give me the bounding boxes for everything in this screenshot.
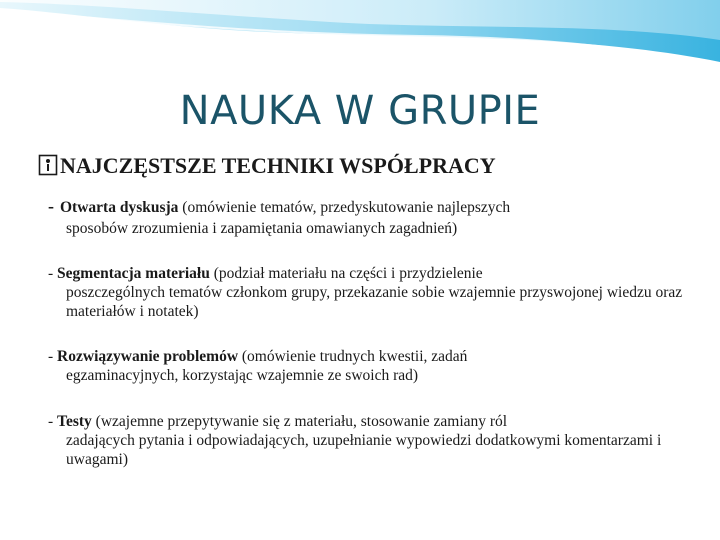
missing-glyph-icon — [38, 154, 58, 176]
section-heading — [38, 153, 496, 179]
item-term: Otwarta dyskusja — [60, 199, 179, 216]
item-dash: - — [48, 196, 54, 216]
item-description: (wzajemne przepytywanie się z materiału, stosowanie zamiany ról — [91, 413, 508, 430]
item-continuation: egzaminacyjnych, korzystając wzajemnie ze swoich rad) — [66, 367, 419, 384]
item-continuation: sposobów zrozumienia i zapamiętania omawianych zagadnień) — [66, 220, 458, 237]
item-dash: - — [48, 413, 58, 430]
item-dash: - — [48, 348, 58, 365]
item-term: Testy — [57, 413, 92, 430]
list-item — [48, 197, 708, 238]
list-item — [48, 264, 708, 321]
list-item — [48, 412, 708, 469]
list-item — [48, 347, 708, 385]
item-description: (podział materiału na części i przydzielenie — [209, 265, 483, 282]
item-description: (omówienie trudnych kwestii, zadań — [238, 348, 468, 365]
item-term: Segmentacja materiału — [57, 265, 210, 282]
item-continuation: zadających pytania i odpowiadających, uzupełnianie wypowiedzi dodatkowymi komentarzami i uwagami) — [66, 432, 662, 468]
item-description: (omówienie tematów, przedyskutowanie najlepszych — [178, 199, 511, 216]
item-continuation: poszczególnych tematów członkom grupy, przekazanie sobie wzajemnie przyswojonej wiedzu oraz materiałów i notatek) — [66, 284, 683, 320]
item-term: Rozwiązywanie problemów — [57, 348, 239, 365]
item-dash: - — [48, 265, 58, 282]
slide-title: NAUKA W GRUPIE — [179, 88, 541, 134]
header-wave-decoration — [0, 0, 720, 90]
section-heading-text: NAJCZĘSTSZE TECHNIKI WSPÓŁPRACY — [60, 153, 496, 178]
